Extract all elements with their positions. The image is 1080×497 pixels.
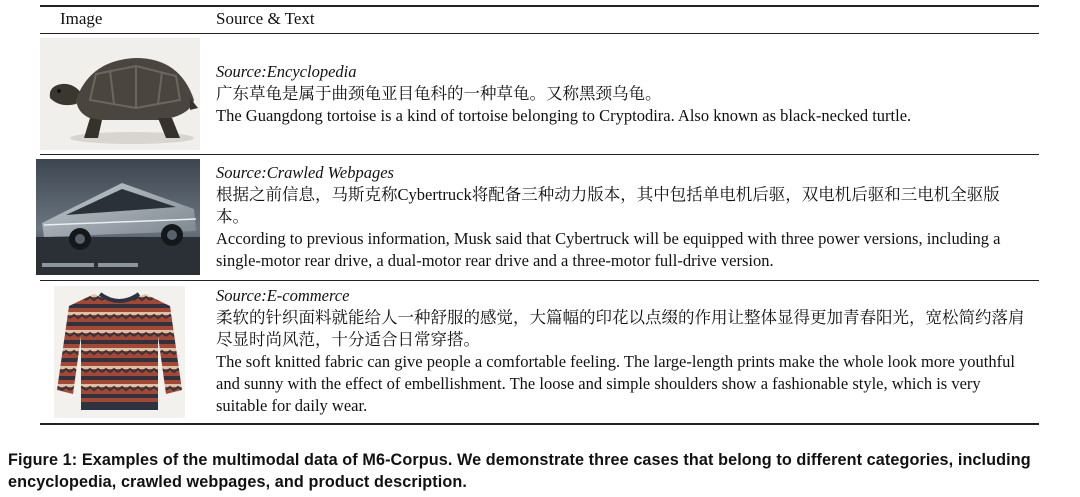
english-text: The soft knitted fabric can give people a comfortable feeling. The large-length prints make the whole look more youthful and sunny with the effect of embellishment. The loose and simple shoulders show a fashionable style, which is very suitable for daily wear. (216, 352, 1015, 415)
column-header-source-text: Source & Text (216, 9, 315, 28)
cybertruck-image (36, 159, 200, 275)
row-webpages-text (216, 162, 1031, 272)
column-header-image: Image (60, 9, 103, 28)
table-top-rule (40, 5, 1039, 7)
header-rule (40, 33, 1039, 34)
source-label: Source:Crawled Webpages (216, 163, 394, 182)
english-text: The Guangdong tortoise is a kind of tortoise belonging to Cryptodira. Also known as black-necked turtle. (216, 106, 912, 125)
chinese-text: 根据之前信息，马斯克称Cybertruck将配备三种动力版本，其中包括单电机后驱，双电机后驱和三电机全驱版本。 (216, 185, 1000, 226)
row-divider (40, 154, 1039, 155)
row-divider (40, 280, 1039, 281)
source-label: Source:Encyclopedia (216, 62, 357, 81)
chinese-text: 柔软的针织面料就能给人一种舒服的感觉，大篇幅的印花以点缀的作用让整体显得更加青春阳光，宽松简约落肩尽显时尚风范，十分适合日常穿搭。 (216, 308, 1025, 349)
row-encyclopedia-text (216, 61, 1031, 127)
table-bottom-rule (40, 423, 1039, 425)
tortoise-image (40, 38, 200, 150)
chinese-text: 广东草龟是属于曲颈龟亚目龟科的一种草龟。又称黑颈乌龟。 (216, 84, 662, 103)
sweater-image (54, 286, 185, 418)
figure-caption: Figure 1: Examples of the multimodal data of M6-Corpus. We demonstrate three cases that belong to different categories, including encyclopedia, crawled webpages, and product description. (8, 451, 1031, 491)
source-label: Source:E-commerce (216, 286, 350, 305)
english-text: According to previous information, Musk said that Cybertruck will be equipped with three power versions, including a single-motor rear drive, a dual-motor rear drive and a three-motor full-drive version. (216, 229, 1001, 270)
row-ecommerce-text (216, 285, 1031, 417)
